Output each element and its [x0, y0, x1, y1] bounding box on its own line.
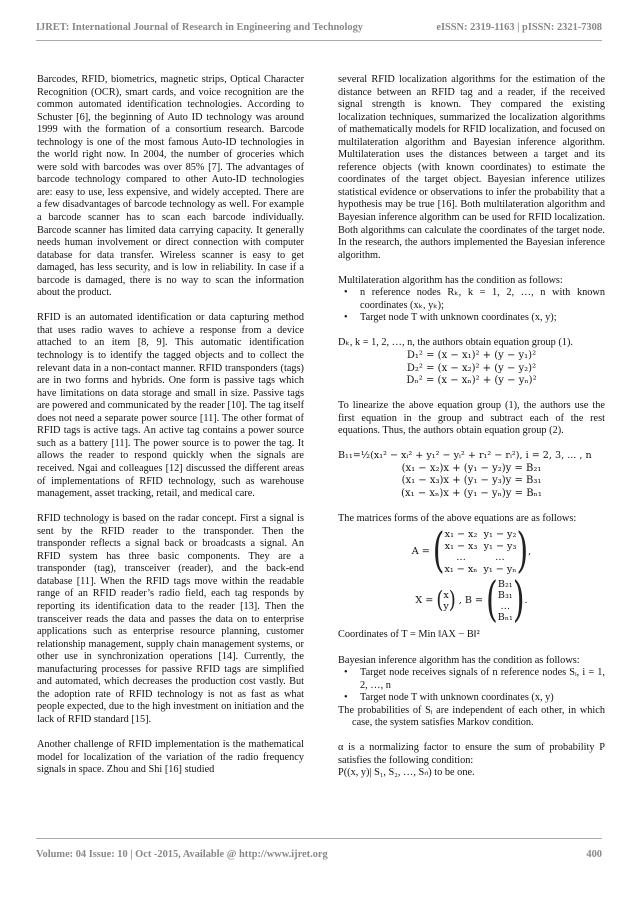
matrix-label: , B = — [458, 595, 484, 607]
paragraph: α is a normalizing factor to ensure the sum of probability P satisfies the following condition: — [338, 742, 605, 766]
matrix-cell: x₁ − x₃ — [444, 540, 478, 552]
paragraph: To linearize the above equation group (1), the authors use the first equation in the group and subtract each of the rest equations. Thus, the authors obtain equation group (2). — [338, 400, 605, 437]
paragraph: P((x, y)| S₁, S₂, …, Sₙ) to be one. — [338, 767, 475, 779]
paragraph: Another challenge of RFID implementation is the mathematical model for localization of the variation of the radio frequency signals in space. Zhou and Shi [16] studied — [37, 738, 304, 776]
equation: (x₁ − x₃)x + (y₁ − y₃)y = B₃₁ — [401, 475, 542, 487]
bullet-list — [338, 667, 605, 705]
running-header — [36, 22, 602, 41]
paragraph: Bayesian inference algorithm has the condition as follows: — [338, 654, 580, 666]
matrix-label: A = — [411, 546, 430, 558]
matrix-cell: B₃₁ — [497, 590, 513, 602]
matrix-cell: x₁ − x₂ — [444, 529, 478, 541]
matrix-cell: B₂₁ — [497, 579, 513, 591]
running-footer — [36, 838, 602, 860]
equation: (x₁ − xₙ)x + (y₁ − yₙ)y = Bₙ₁ — [401, 487, 542, 499]
matrix-cell: y — [443, 601, 449, 613]
paragraph: Barcodes, RFID, biometrics, magnetic strips, Optical Character Recognition (OCR), smart cards, and voice recognition are the common automated identification technologies. According to Schuster [6], the beginning of Auto ID technology was around 1999 with the formation of a consortium research. Barcode technology is one of the most famous Auto-ID technologies in the world right now. In 2004, the number of groceries which were sold with barcodes was over 85% [7]. The advantages of barcode technology compared to other Auto-ID technologies are: easy to use, less expensive, and widely accepted. There are a few disadvantages of barcode technology as well. For example a barcode scanner has to scan each barcode individually. Barcode scanner has limited data carrying capacity. It generally needs human involvement or direct connection with computer database for data transfer. Wireless scanner is easy to get damaged, has less security, and is low in reliability. In case if a barcode is damaged, there is no way to scan the information about the product. — [37, 74, 304, 299]
paragraph: The matrices forms of the above equations are as follows: — [338, 512, 577, 524]
matrix-cell: … — [495, 552, 505, 564]
journal-title: IJRET: International Journal of Research in Engineering and Technology — [36, 22, 363, 33]
paragraph: Coordinates of T = Min ‖AX − B‖² — [338, 629, 480, 641]
bullet-list — [338, 287, 605, 325]
matrix-x-b: X = ( x y ) , B = ( B₂₁ B₃₁ … Bₙ₁ ) . — [415, 572, 528, 629]
equation: D₂² = (x − x₂)² + (y − y₂)² — [406, 362, 537, 374]
matrix-cell: y₁ − yₙ — [483, 563, 517, 575]
page-number: 400 — [586, 849, 602, 860]
matrix-cell: Bₙ₁ — [497, 612, 513, 624]
matrix-cell: y₁ − y₂ — [483, 529, 517, 541]
right-column — [338, 74, 605, 780]
equation: Dₙ² = (x − xₙ)² + (y − yₙ)² — [406, 375, 537, 387]
paragraph: The probabilities of Sᵢ are independent of each other, in which case, the system satisfies Markov condition. — [338, 704, 605, 729]
matrix-cell: x — [443, 590, 449, 602]
volume-info: Volume: 04 Issue: 10 | Oct -2015, Available @ http://www.ijret.org — [36, 849, 328, 860]
left-column — [37, 74, 304, 789]
list-item: • Target node T with unknown coordinates (x, y); — [338, 312, 605, 325]
paragraph: Dₖ, k = 1, 2, …, n, the authors obtain equation group (1). — [338, 337, 573, 349]
paragraph: several RFID localization algorithms for the estimation of the distance between an RFID tag and a reader, if the received signal strength is known. They compared the existing localization techniques, summarized the localization algorithms of mathematically models for RFID localization, and focused on multilateration algorithm and Bayesian inference algorithm. Multilateration uses the distances between a target and its reference objects (with known coordinates) to estimate the coordinates of the target object. Bayesian inference utilizes statistical evidence or observations to infer the probability that a hypothesis may be true [16]. Both multilateration algorithm and Bayesian inference algorithm can be used for RFID localization. Both algorithms can calculate the coordinates of the target node. In the research, the authors implemented the Bayesian inference algorithm. — [338, 74, 605, 261]
paragraph: Multilateration algorithm has the condition as follows: — [338, 274, 563, 286]
equation: (x₁ − x₂)x + (y₁ − y₂)y = B₂₁ — [401, 462, 542, 474]
list-item: • n reference nodes Rₖ, k = 1, 2, …, n with known coordinates (xₖ, yₖ); — [338, 287, 605, 312]
matrix-cell: x₁ − xₙ — [444, 563, 478, 575]
matrix-cell: y₁ − y₃ — [483, 540, 517, 552]
equation: D₁² = (x − x₁)² + (y − y₁)² — [406, 350, 537, 362]
matrix-cell: … — [500, 601, 511, 613]
matrix-label: X = — [415, 595, 434, 607]
b-definition: B₁₁=½(x₁² − xᵢ² + y₁² − yᵢ² + r₁² − rᵢ²), i = 2, 3, ... , n — [338, 450, 592, 462]
list-item: • Target node receives signals of n reference nodes Sᵢ, i = 1, 2, …, n — [338, 667, 605, 692]
paragraph: RFID is an automated identification or data capturing method that uses radio waves to achieve a response from a device attached to an item [8, 9]. This automatic identification technology is to identify the tagged objects and to collect the relevant data in a non-contact manner. RFID transponders (tags) are in two forms and hybrids. One form is passive tags which have limitations on data storage and small in size. Passive tags are powered and communicated by the reader [10]. The tag itself does not need a separate power source [11]. The other format of RFID tags is active tags. An active tag contains a power source such as a battery [11]. The power source is to power the tag. It allows the reader to respond quickly when the signals are received. Ngai and colleagues [12] discussed the different areas of implementations of RFID technology, such as warehouse management, asset tracking, retail, and medical care. — [37, 312, 304, 500]
issn: eISSN: 2319-1163 | pISSN: 2321-7308 — [436, 22, 602, 33]
matrix-cell: … — [456, 552, 466, 564]
list-item: • Target node T with unknown coordinates (x, y) — [338, 692, 605, 705]
equation-group-1 — [338, 350, 605, 388]
equation-group-2 — [338, 463, 605, 501]
paragraph: RFID technology is based on the radar concept. First a signal is sent by the RFID reader to the transponder. Then the transponder reflects a signal back or broadcasts a signal. An RFID system has three basic components. They are a transponder (tag), transceiver (reader), and the back-end database [11]. When the RFID tags move within the readable range of an RFID reader’s radio field, each tag responds by reporting its identification data to the reader [13]. Then the transceiver reads the data and passes the data on to enterprise applications such as enterprise resource planning, customer relationship management, supply chain management systems, or other use in synchronization operations [14]. Currently, the manufacturing processes for passive RFID tags are simplified and automated, which decreases the production cost vastly. But the adoption rate of RFID technology is not as fast as what people expected, due to the high investment on initiation and the lack of RFID standard [15]. — [37, 513, 304, 725]
matrix-a: A = ( x₁ − x₂ y₁ − y₂ x₁ − x₃ y₁ − y₃ … … x₁ − xₙ y₁ − yₙ ) , — [411, 523, 532, 580]
